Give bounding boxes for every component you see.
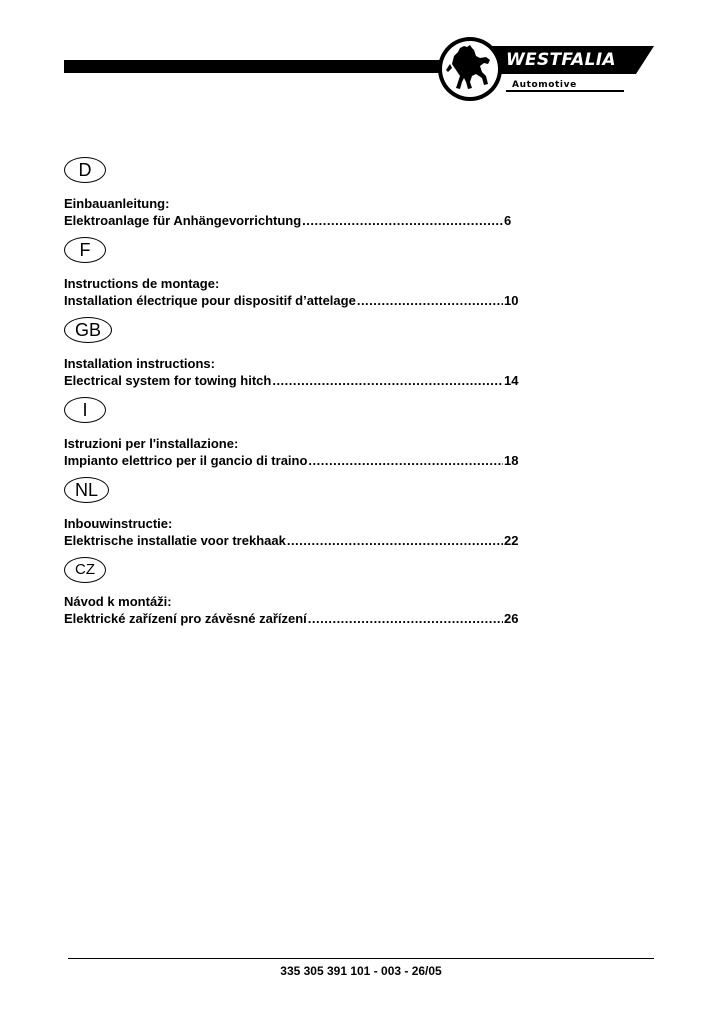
- westfalia-logo: [436, 36, 660, 104]
- toc-entry: [64, 292, 524, 309]
- lang-badge-f: F: [64, 237, 106, 263]
- toc-entry: [64, 610, 524, 627]
- section-d: [64, 157, 524, 229]
- header-bar: [64, 60, 440, 73]
- section-title: Istruzioni per l'installazione:: [64, 436, 239, 451]
- toc-entry: [64, 372, 524, 389]
- section-title: Instructions de montage:: [64, 276, 220, 291]
- dot-leader: [357, 292, 503, 309]
- page-number: 10: [504, 293, 519, 308]
- toc-entry: [64, 452, 524, 469]
- section-title: Návod k montáži:: [64, 594, 172, 609]
- section-title: Installation instructions:: [64, 356, 215, 371]
- section-nl: [64, 477, 524, 549]
- entry-text: Electrical system for towing hitch: [64, 373, 272, 388]
- page-number: 6: [504, 213, 512, 228]
- page-number: 22: [504, 533, 519, 548]
- section-f: [64, 237, 524, 309]
- lang-badge-nl: NL: [64, 477, 109, 503]
- dot-leader: [287, 532, 503, 549]
- lang-badge-gb: GB: [64, 317, 112, 343]
- lang-badge-i: I: [64, 397, 106, 423]
- toc-entry: [64, 212, 524, 229]
- page-number: 26: [504, 611, 519, 626]
- section-i: [64, 397, 524, 469]
- entry-text: Installation électrique pour dispositif d’attelage: [64, 293, 356, 308]
- dot-leader: [272, 372, 503, 389]
- page-number: 18: [504, 453, 519, 468]
- entry-text: Elektrické zařízení pro závěsné zařízení: [64, 611, 307, 626]
- section-title: Einbauanleitung:: [64, 196, 170, 211]
- page-number: 14: [504, 373, 519, 388]
- logo-brand: WESTFALIA: [506, 50, 616, 70]
- footer-rule: [68, 958, 654, 959]
- section-title: Inbouwinstructie:: [64, 516, 173, 531]
- logo-graphic: [436, 36, 660, 104]
- entry-text: Elektroanlage für Anhängevorrichtung: [64, 213, 302, 228]
- logo-subtitle: Automotive: [512, 80, 577, 90]
- dot-leader: [308, 452, 503, 469]
- dot-leader: [302, 212, 503, 229]
- entry-text: Impianto elettrico per il gancio di traino: [64, 453, 308, 468]
- lang-badge-d: D: [64, 157, 106, 183]
- section-cz: [64, 557, 524, 627]
- section-gb: [64, 317, 524, 389]
- toc-entry: [64, 532, 524, 549]
- dot-leader: [308, 610, 503, 627]
- lang-badge-cz: CZ: [64, 557, 106, 583]
- entry-text: Elektrische installatie voor trekhaak: [64, 533, 286, 548]
- document-code: 335 305 391 101 - 003 - 26/05: [280, 964, 442, 978]
